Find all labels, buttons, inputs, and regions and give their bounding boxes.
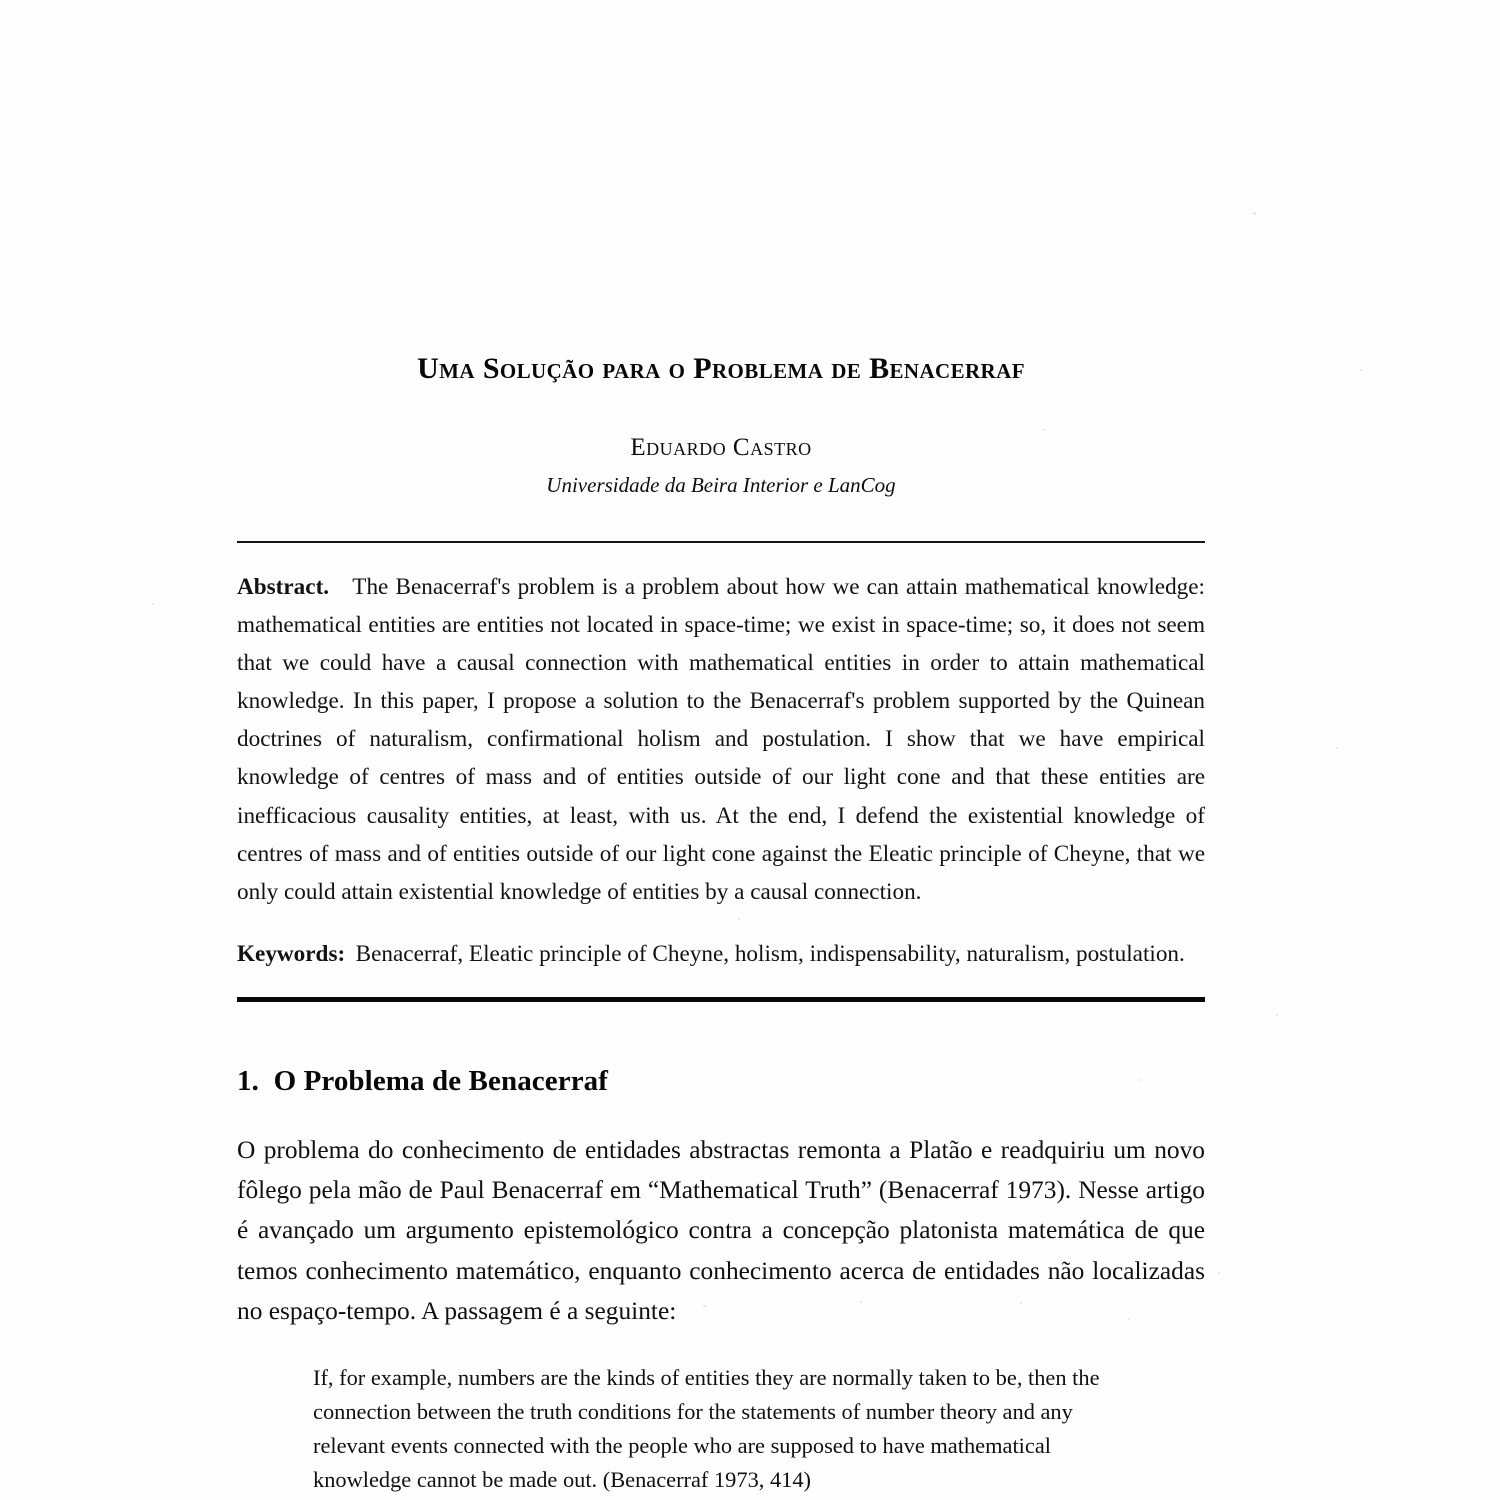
section-title: O Problema de Benacerraf [273,1065,609,1098]
keywords-block [237,935,1205,973]
scan-speckle [152,603,154,605]
abstract-top-rule [237,541,1205,543]
author-affiliation: Universidade da Beira Interior e LanCog [546,472,896,497]
keywords-text: Benacerraf, Eleatic principle of Cheyne, holism, indispensability, naturalism, postulation. [355,941,1185,967]
page-content [237,0,1205,1500]
scan-speckle [1336,747,1338,749]
abstract-label: Abstract. [237,573,330,600]
scan-speckle [1253,212,1256,215]
author-name: Eduardo Castro [630,433,812,461]
block-quotation: If, for example, numbers are the kinds of entities they are normally taken to be, then the connection between the truth conditions for the statements of number theory and any relevant events connected with the people who are supposed to have mathematical knowledge cannot be made out. (Benacerraf 1973, 414) [313,1364,1100,1493]
abstract-block [237,568,1205,911]
page-title: Uma Solução para o Problema de Benacerraf [417,352,1025,385]
keywords-label: Keywords: [237,941,346,967]
section-paragraph: O problema do conhecimento de entidades abstractas remonta a Platão e readquiriu um novo fôlego pela mão de Paul Benacerraf em “Mathematical Truth” (Benacerraf 1973). Nesse artigo é avançado um argumento epistemológico contra a concepção platonista matemática de que temos conhecimento matemático, enquanto conhecimento acerca de entidades não localizadas no espaço-tempo. A passagem é a seguinte: [237,1136,1205,1325]
abstract-text: The Benacerraf's problem is a problem about how we can attain mathematical knowledge: mathematical entities are entities not located in space-time; we exist in space-time; so, it does not seem that we could have a causal connection with mathematical entities in order to attain mathematical knowledge. In this paper, I propose a solution to the Benacerraf's problem supported by the Quinean doctrines of naturalism, confirmational holism and postulation. I show that we have empirical knowledge of centres of mass and of entities outside of our light cone and that these entities are inefficacious causality entities, at least, with us. At the end, I defend the existential knowledge of centres of mass and of entities outside of our light cone against the Eleatic principle of Cheyne, that we only could attain existential knowledge of entities by a causal connection. [237,573,1205,905]
section-heading [237,1065,1205,1098]
scan-speckle [1276,1014,1278,1016]
scan-speckle [1360,369,1362,371]
scan-speckle [1218,1272,1220,1274]
abstract-bottom-rule [237,997,1205,1002]
section-number: 1. [237,1065,259,1098]
